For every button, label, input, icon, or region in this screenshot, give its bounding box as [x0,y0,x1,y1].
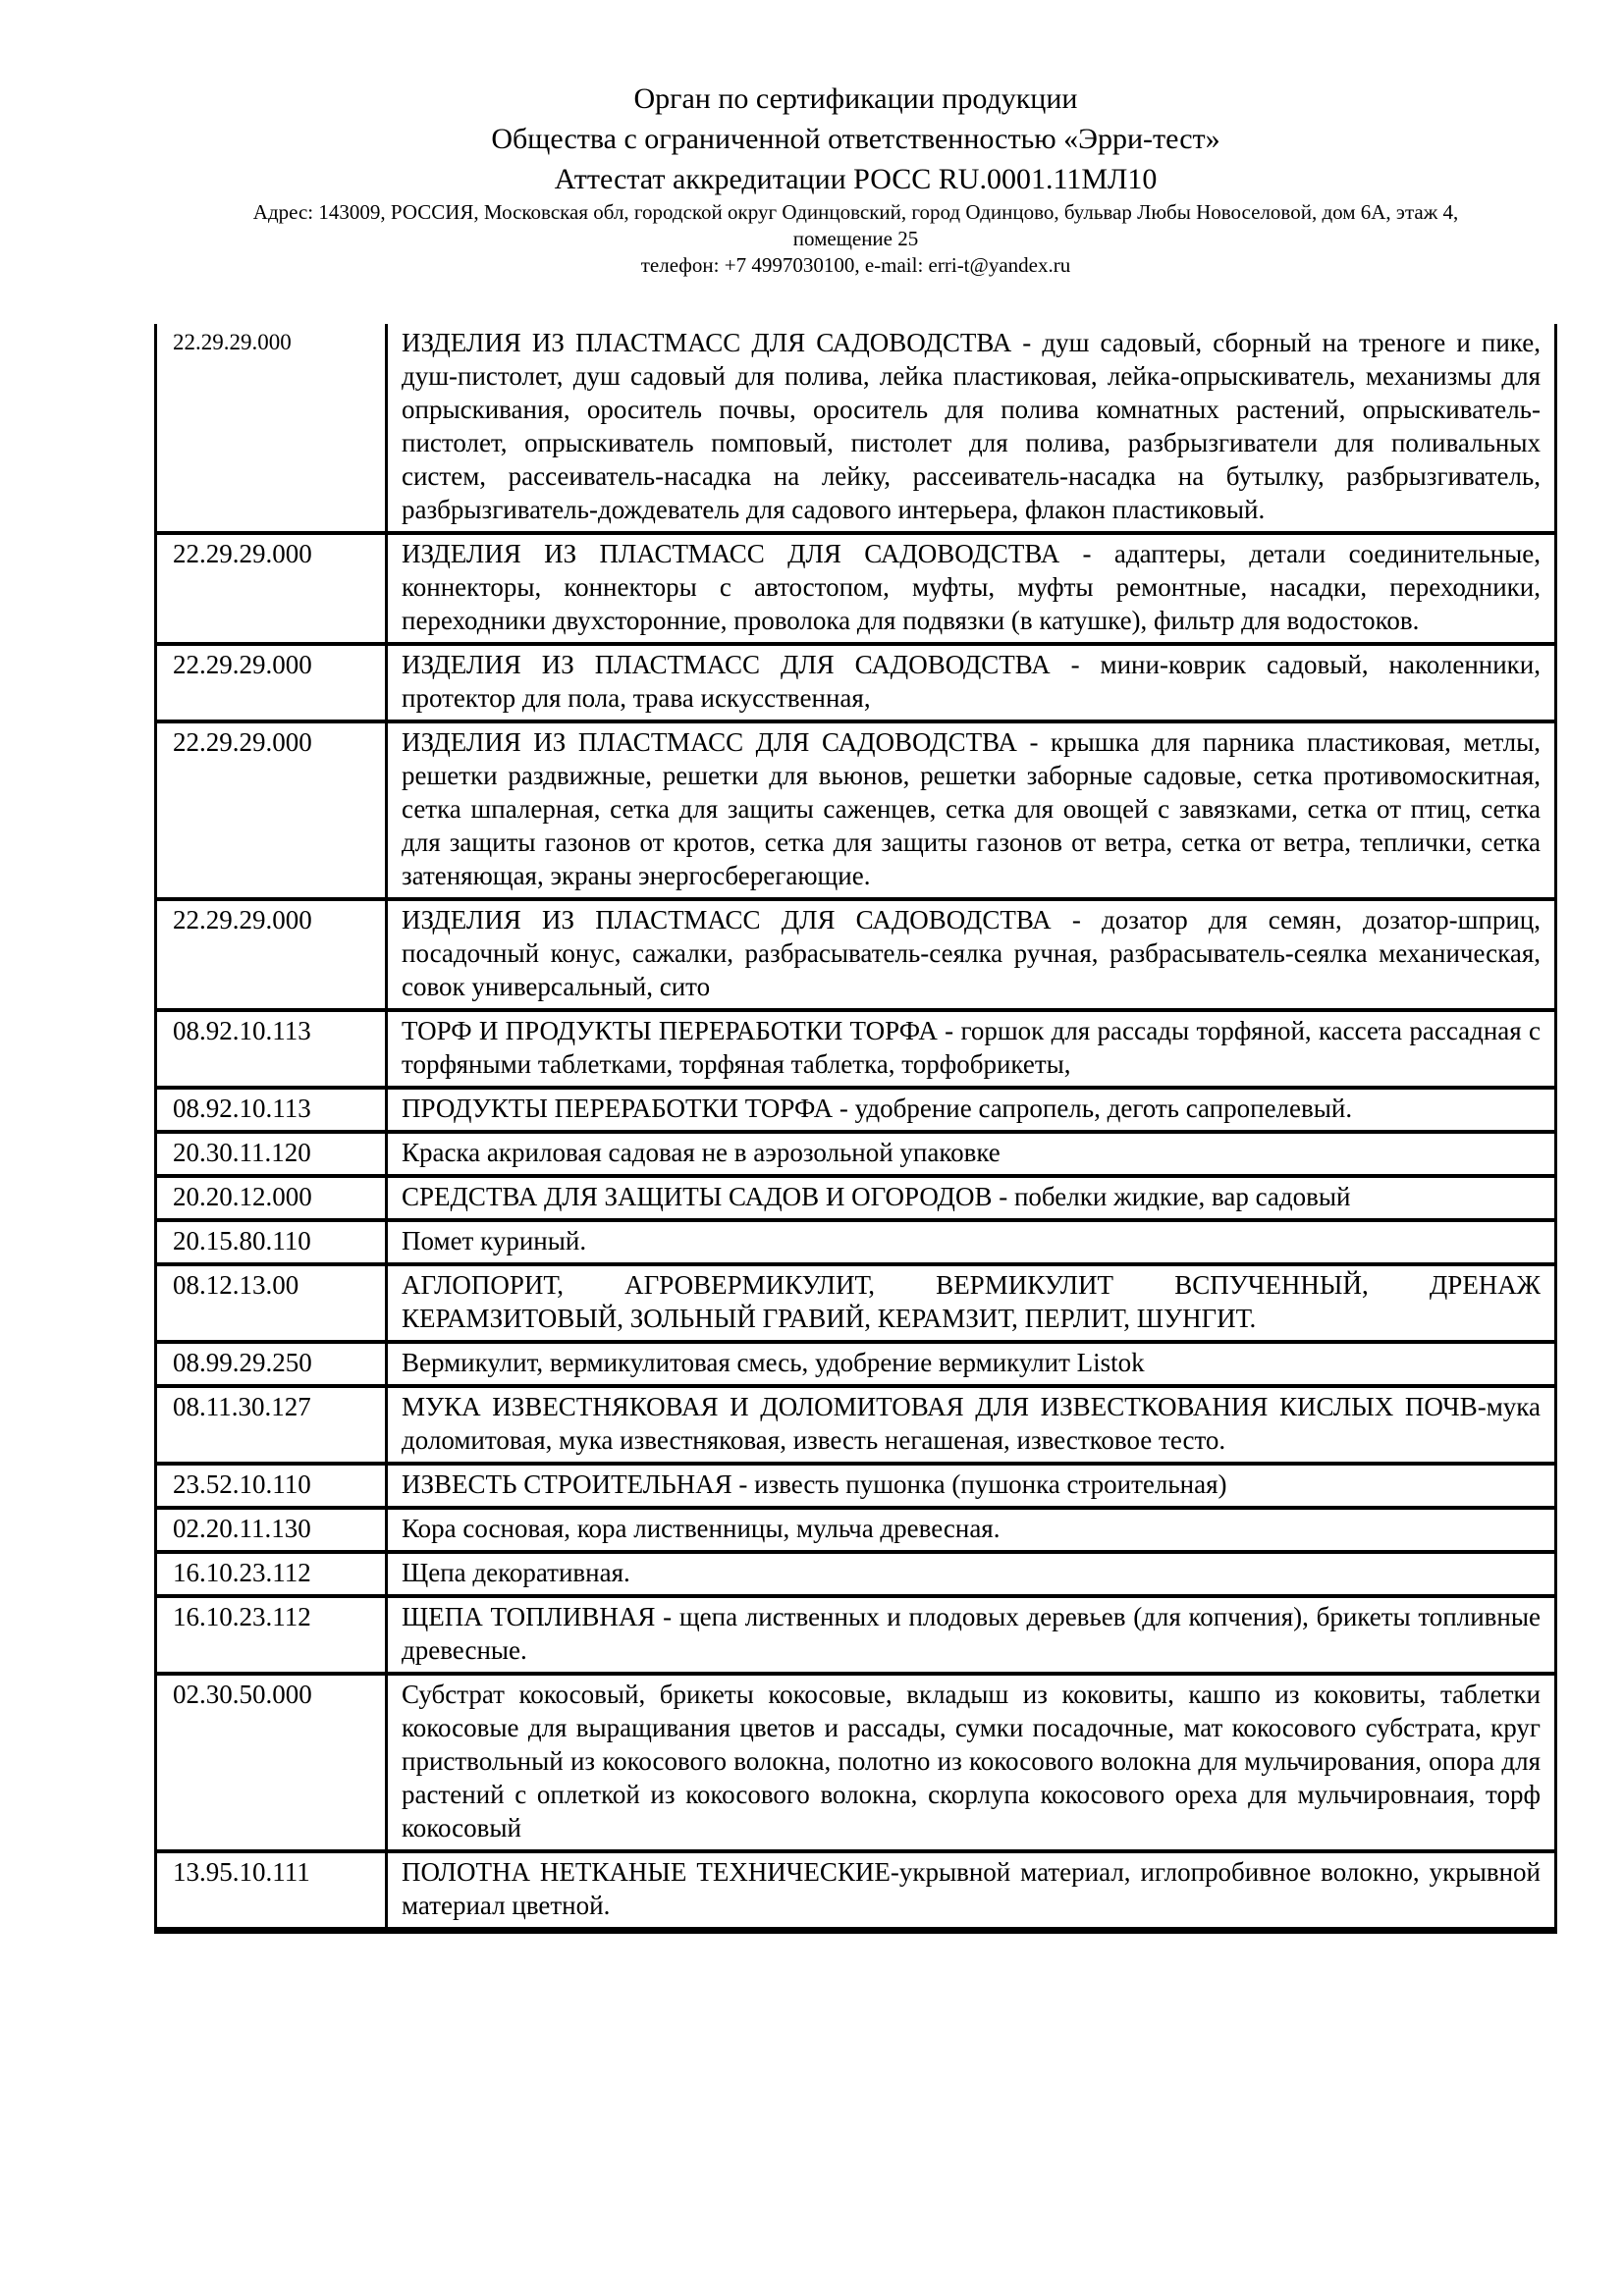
product-description: СРЕДСТВА ДЛЯ ЗАЩИТЫ САДОВ И ОГОРОДОВ - побелки жидкие, вар садовый [402,1182,1351,1211]
product-description-cell [387,1386,1556,1464]
product-description: АГЛОПОРИТ, АГРОВЕРМИКУЛИТ, ВЕРМИКУЛИТ ВСПУЧЕННЫЙ, ДРЕНАЖ КЕРАМЗИТОВЫЙ, ЗОЛЬНЫЙ ГРАВИЙ, КЕРАМЗИТ, ПЕРЛИТ, ШУНГИТ. [402,1270,1541,1333]
product-code-cell [156,1596,387,1674]
table-row [156,1176,1556,1220]
product-code-cell [156,1851,387,1931]
table-row [156,644,1556,721]
product-description-cell [387,533,1556,644]
product-description-cell [387,1342,1556,1386]
accreditation-number: Аттестат аккредитации РОСС RU.0001.11МЛ10 [554,163,1158,195]
product-code: 20.15.80.110 [173,1226,311,1255]
product-description-cell [387,1674,1556,1851]
table-row [156,1851,1556,1931]
table-row [156,1264,1556,1342]
product-code-cell [156,1508,387,1552]
product-description: ПРОДУКТЫ ПЕРЕРАБОТКИ ТОРФА - удобрение сапропель, деготь сапропелевый. [402,1094,1353,1123]
table-row [156,1386,1556,1464]
table-row [156,721,1556,899]
table-row [156,1132,1556,1176]
product-description-cell [387,1596,1556,1674]
table-row [156,1508,1556,1552]
product-description: ПОЛОТНА НЕТКАНЫЕ ТЕХНИЧЕСКИЕ-укрывной материал, иглопробивное волокно, укрывной материал цветной. [402,1857,1541,1920]
product-code-cell [156,1220,387,1264]
product-description: ТОРФ И ПРОДУКТЫ ПЕРЕРАБОТКИ ТОРФА - горшок для рассады торфяной, кассета рассадная с торфяными таблетками, торфяная таблетка, торфобрикеты, [402,1016,1541,1079]
product-code-cell [156,1088,387,1132]
product-code-cell [156,1264,387,1342]
product-description: ИЗВЕСТЬ СТРОИТЕЛЬНАЯ - известь пушонка (пушонка строительная) [402,1469,1227,1499]
certification-products-table [154,324,1557,1934]
product-code: 08.11.30.127 [173,1392,311,1421]
product-code: 02.30.50.000 [173,1680,312,1709]
product-code: 22.29.29.000 [173,727,312,757]
address-line-1: Адрес: 143009, РОССИЯ, Московская обл, городской округ Одинцовский, город Одинцово, бульвар Любы Новоселовой, дом 6А, этаж 4, [252,200,1459,224]
product-code: 02.20.11.130 [173,1514,311,1543]
table-row [156,1464,1556,1508]
product-code-cell [156,533,387,644]
product-code-cell [156,324,387,533]
table-row [156,1342,1556,1386]
product-code: 22.29.29.000 [173,650,312,679]
contact-line: телефон: +7 4997030100, e-mail: erri-t@yandex.ru [640,253,1071,277]
table-row [156,1674,1556,1851]
product-description: ИЗДЕЛИЯ ИЗ ПЛАСТМАСС ДЛЯ САДОВОДСТВА - мини-коврик садовый, наколенники, протектор для пола, трава искусственная, [402,650,1541,713]
product-code-cell [156,1552,387,1596]
product-description: Вермикулит, вермикулитовая смесь, удобрение вермикулит Listok [402,1348,1145,1377]
certification-body-title: Орган по сертификации продукции [633,82,1078,115]
product-description: ЩЕПА ТОПЛИВНАЯ - щепа лиственных и плодовых деревьев (для копчения), брикеты топливные древесные. [402,1602,1541,1665]
table-row [156,1088,1556,1132]
product-description: ИЗДЕЛИЯ ИЗ ПЛАСТМАСС ДЛЯ САДОВОДСТВА - дозатор для семян, дозатор-шприц, посадочный конус, сажалки, разбрасыватель-сеялка ручная, разбрасыватель-сеялка механическая, совок универсальный, сито [402,905,1541,1001]
product-description-cell [387,1010,1556,1088]
document-header [154,79,1557,279]
product-code-cell [156,1176,387,1220]
product-description: Краска акриловая садовая не в аэрозольной упаковке [402,1138,1001,1167]
product-code: 16.10.23.112 [173,1558,311,1587]
product-code-cell [156,644,387,721]
product-code-cell [156,1132,387,1176]
product-code: 22.29.29.000 [173,330,292,354]
product-description-cell [387,1132,1556,1176]
table-row [156,533,1556,644]
table-body [156,324,1556,1931]
product-code: 08.99.29.250 [173,1348,312,1377]
product-description: ИЗДЕЛИЯ ИЗ ПЛАСТМАСС ДЛЯ САДОВОДСТВА - адаптеры, детали соединительные, коннекторы, коннекторы с автостопом, муфты, муфты ремонтные, насадки, переходники, переходники двухсторонние, проволока для подвязки (в катушке), фильтр для водостоков. [402,539,1541,635]
product-description-cell [387,1176,1556,1220]
product-description: Кора сосновая, кора лиственницы, мульча древесная. [402,1514,1001,1543]
table-row [156,899,1556,1010]
product-description-cell [387,644,1556,721]
table-row [156,1220,1556,1264]
table-row [156,1010,1556,1088]
table-row [156,1596,1556,1674]
product-code-cell [156,1464,387,1508]
product-code-cell [156,899,387,1010]
table-row [156,1552,1556,1596]
address-line-2: помещение 25 [792,227,919,250]
product-code: 22.29.29.000 [173,905,312,934]
product-description-cell [387,1508,1556,1552]
product-code: 22.29.29.000 [173,539,312,568]
organization-name: Общества с ограниченной ответственностью «Эрри-тест» [491,123,1220,155]
product-description-cell [387,1464,1556,1508]
product-code: 20.30.11.120 [173,1138,311,1167]
product-description-cell [387,721,1556,899]
product-code: 08.12.13.00 [173,1270,299,1300]
product-code: 23.52.10.110 [173,1469,311,1499]
product-code: 20.20.12.000 [173,1182,312,1211]
product-code-cell [156,1386,387,1464]
product-description: Щепа декоративная. [402,1558,630,1587]
product-code-cell [156,1342,387,1386]
product-code: 13.95.10.111 [173,1857,310,1887]
product-code-cell [156,1674,387,1851]
product-description: ИЗДЕЛИЯ ИЗ ПЛАСТМАСС ДЛЯ САДОВОДСТВА - крышка для парника пластиковая, метлы, решетки раздвижные, решетки для вьюнов, решетки заборные садовые, сетка противомоскитная, сетка шпалерная, сетка для защиты саженцев, сетка для овощей с завязками, сетка от птиц, сетка для защиты газонов от кротов, сетка для защиты газонов от ветра, сетка от ветра, теплички, сетка затеняющая, экраны энергосберегающие. [402,727,1541,890]
product-description: Помет куриный. [402,1226,587,1255]
product-description-cell [387,1264,1556,1342]
product-code-cell [156,1010,387,1088]
product-description-cell [387,324,1556,533]
product-description-cell [387,1088,1556,1132]
product-description-cell [387,1851,1556,1931]
product-description-cell [387,899,1556,1010]
product-description-cell [387,1552,1556,1596]
product-code: 08.92.10.113 [173,1016,311,1045]
product-code: 08.92.10.113 [173,1094,311,1123]
product-code-cell [156,721,387,899]
product-description: ИЗДЕЛИЯ ИЗ ПЛАСТМАСС ДЛЯ САДОВОДСТВА - душ садовый, сборный на треноге и пике, душ-пистолет, душ садовый для полива, лейка пластиковая, лейка-опрыскиватель, механизмы для опрыскивания, ороситель почвы, ороситель для полива комнатных растений, опрыскиватель-пистолет, опрыскиватель помповый, пистолет для полива, разбрызгиватели для поливальных систем, рассеиватель-насадка на лейку, рассеиватель-насадка на бутылку, разбрызгиватель, разбрызгиватель-дождеватель для садового интерьера, флакон пластиковый. [402,328,1541,524]
product-code: 16.10.23.112 [173,1602,311,1631]
product-description: МУКА ИЗВЕСТНЯКОВАЯ И ДОЛОМИТОВАЯ ДЛЯ ИЗВЕСТКОВАНИЯ КИСЛЫХ ПОЧВ-мука доломитовая, мука известняковая, известь негашеная, известковое тесто. [402,1392,1541,1455]
product-description: Субстрат кокосовый, брикеты кокосовые, вкладыш из коковиты, кашпо из коковиты, таблетки кокосовые для выращивания цветов и рассады, сумки посадочные, мат кокосового субстрата, круг приствольный из кокосового волокна, полотно из кокосового волокна для мульчирования, опора для растений с оплеткой из кокосового волокна, скорлупа кокосового ореха для мульчировнаия, торф кокосовый [402,1680,1541,1842]
table-row [156,324,1556,533]
product-description-cell [387,1220,1556,1264]
